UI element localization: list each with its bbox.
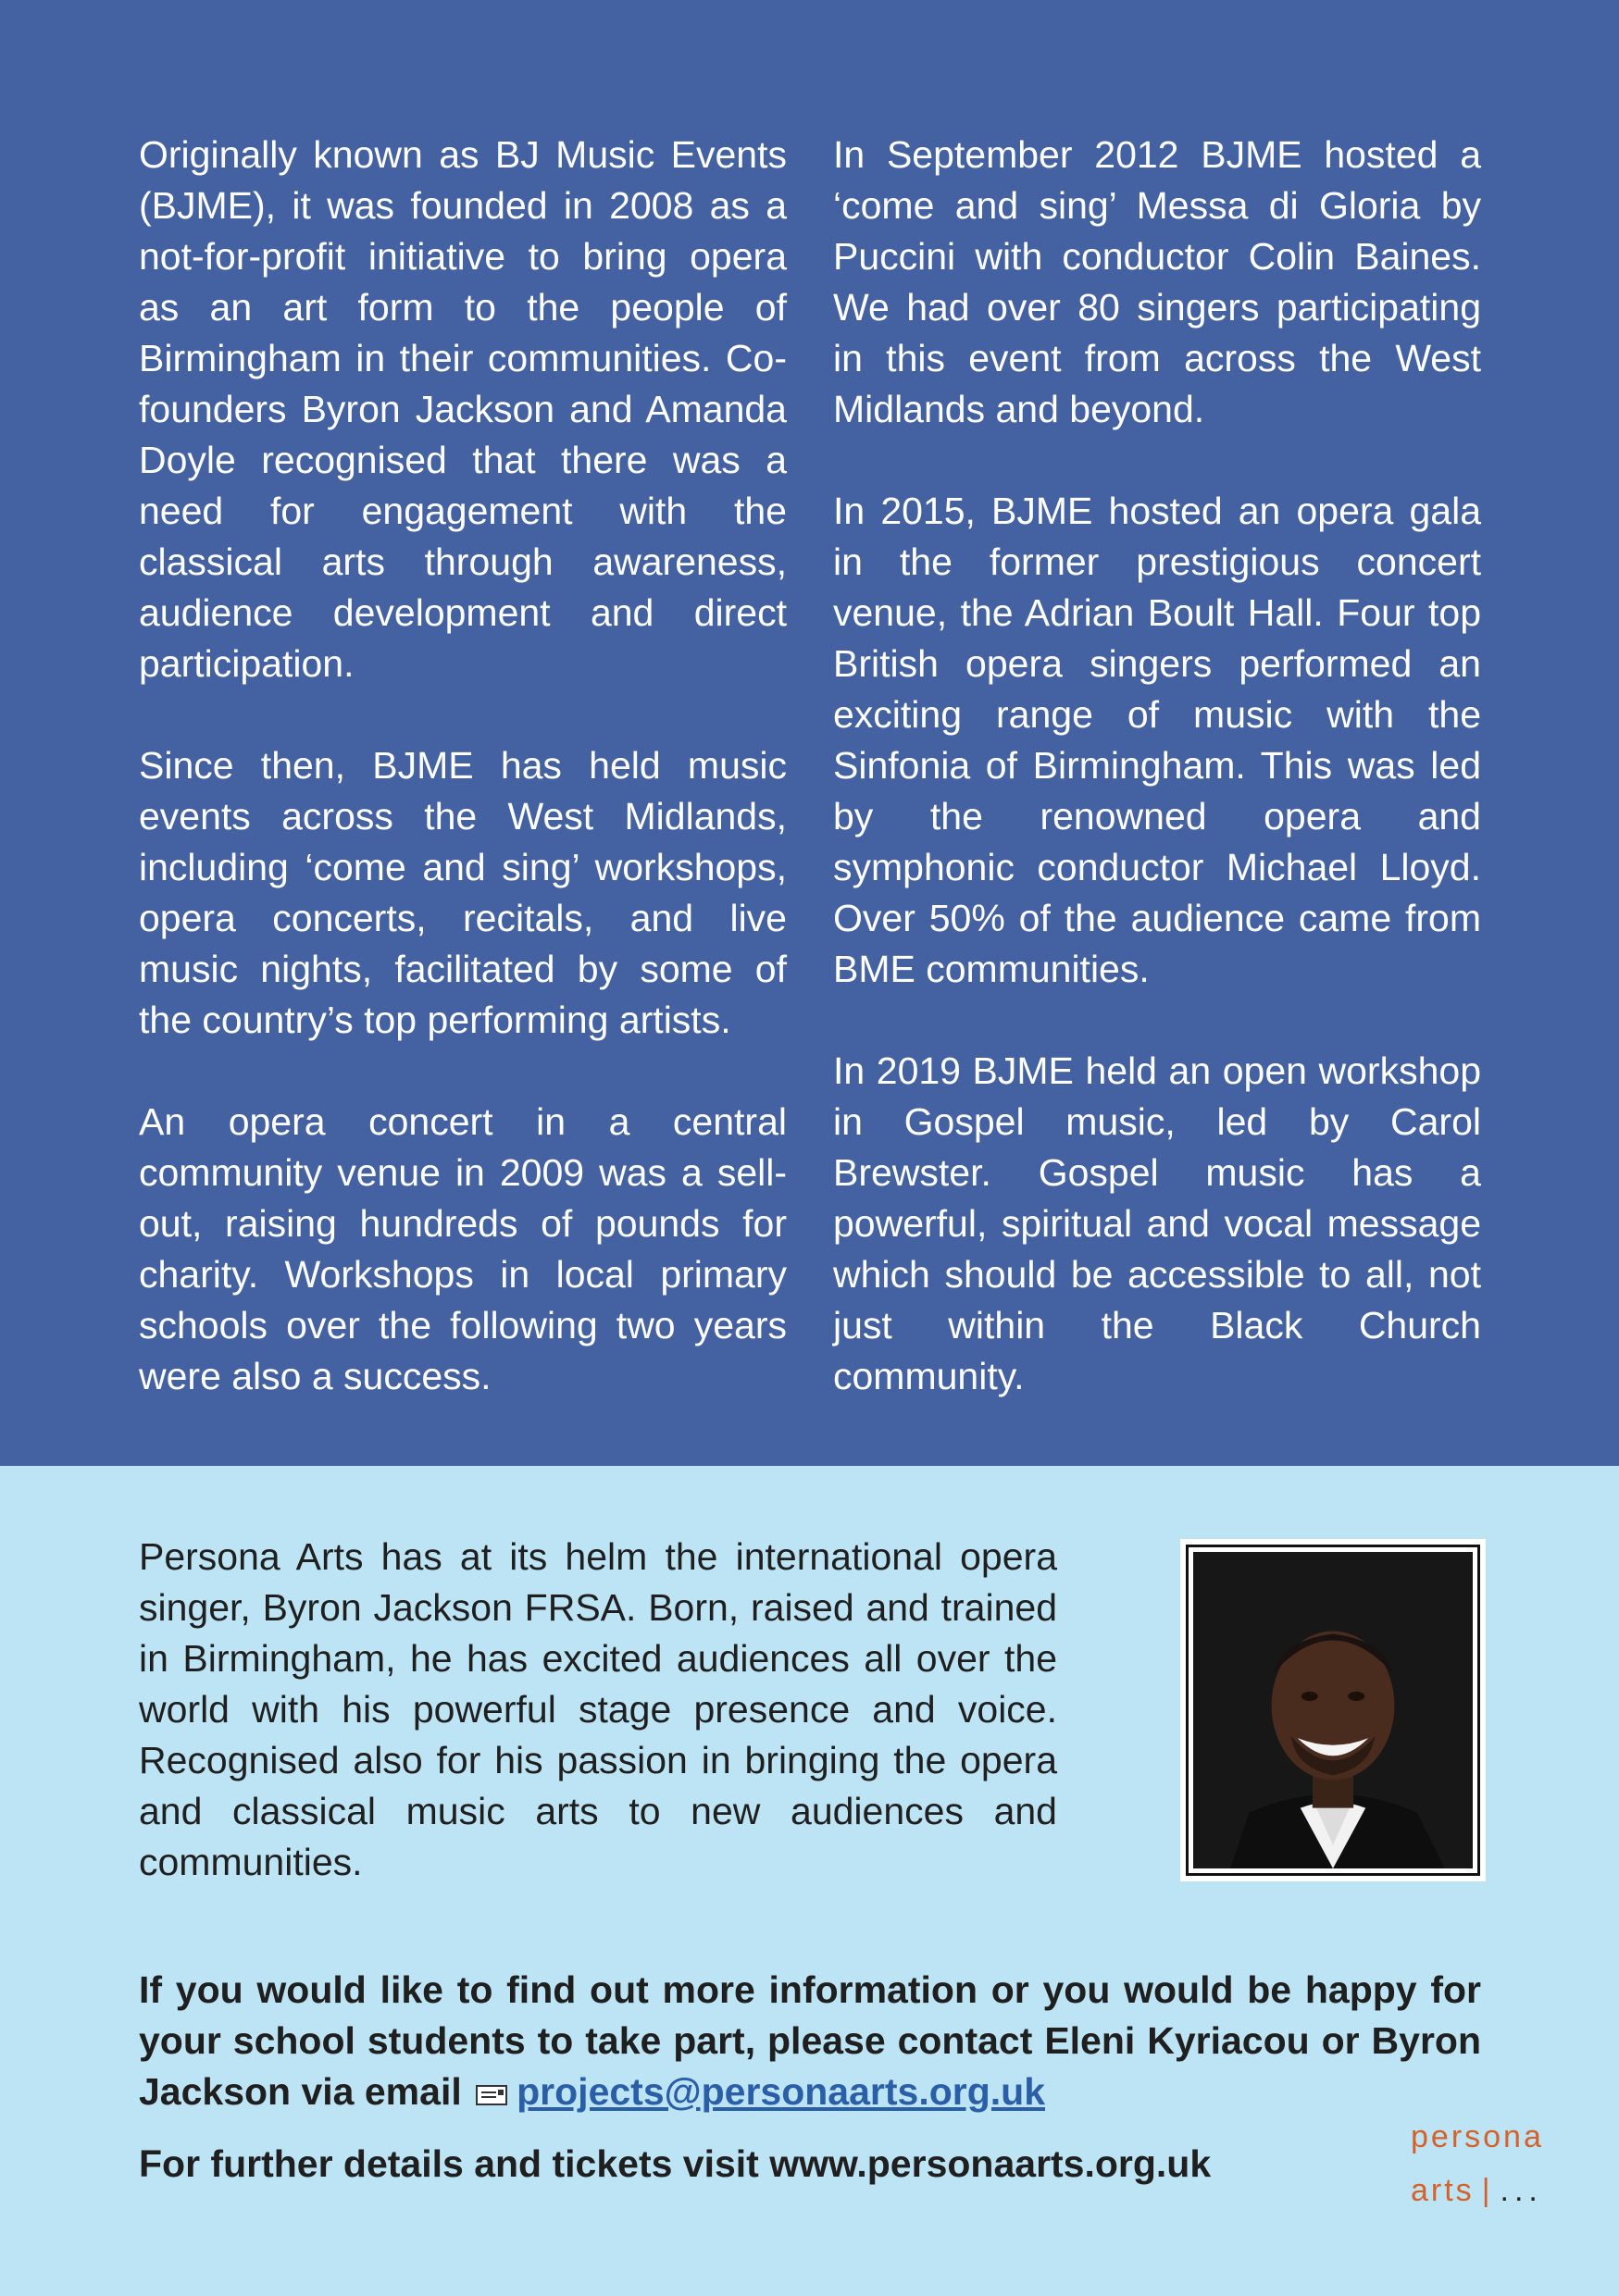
history-paragraph: In September 2012 BJME hosted a ‘come and sing’ Messa di Gloria by Puccini with conductor Colin Baines. We had over 80 singers participating in this event from across the West Midlands and beyond. [833,133,1481,430]
history-paragraph: An opera concert in a central community venue in 2009 was a sell-out, raising hundreds of pounds for charity. Workshops in local primary schools over the following two years were also a success. [139,1100,787,1397]
history-paragraph: Since then, BJME has held music events across the West Midlands, including ‘come and sing’ workshops, opera concerts, recitals, and live music nights, facilitated by some of the country’s top performing artists. [139,744,787,1041]
logo-line-1: persona [1411,2119,1544,2154]
bio-paragraph: Persona Arts has at its helm the international opera singer, Byron Jackson FRSA. Born, raised and trained in Birmingham, he has excited audiences all over the world with his powerful stage presence and voice. Recognised also for his passion in bringing the opera and classical music arts to new audiences and communities. [139,1535,1057,1883]
portrait-photo-frame [1180,1539,1486,1881]
logo-dots: ... [1500,2173,1543,2208]
history-paragraph: In 2019 BJME held an open workshop in Gospel music, led by Carol Brewster. Gospel music has a powerful, spiritual and vocal message which should be accessible to all, not just within the Black Church community. [833,1049,1481,1397]
persona-arts-logo [1411,2110,1544,2217]
envelope-icon [476,2084,507,2106]
portrait-illustration [1193,1552,1473,1868]
history-paragraph: In 2015, BJME hosted an opera gala in the former prestigious concert venue, the Adrian Boult Hall. Four top British opera singers performed an exciting range of music with the Sinfonia of Birmingham. This was led by the renowned opera and symphonic conductor Michael Lloyd. Over 50% of the audience came from BME communities. [833,490,1481,990]
contact-paragraph [139,1965,1481,2117]
tickets-text: For further details and tickets visit www.personaarts.org.uk [139,2142,1212,2185]
history-paragraph: Originally known as BJ Music Events (BJME), it was founded in 2008 as a not-for-profit initiative to bring opera as an art form to the people of Birmingham in their communities. Co-founders Byron Jackson and Amanda Doyle recognised that there was a need for engagement with the classical arts through awareness, audience development and direct participation. [139,133,787,685]
email-link[interactable]: projects@personaarts.org.uk [517,2070,1045,2113]
logo-bar: | [1481,2173,1493,2208]
portrait-photo [1193,1552,1473,1868]
history-left-column [139,130,787,1453]
contact-text: If you would like to find out more information or you would be happy for your school students to take part, please contact Eleni Kyriacou or Byron Jackson via email [139,1968,1481,2113]
logo-line-2: arts [1411,2173,1475,2208]
history-right-column [833,130,1481,1453]
